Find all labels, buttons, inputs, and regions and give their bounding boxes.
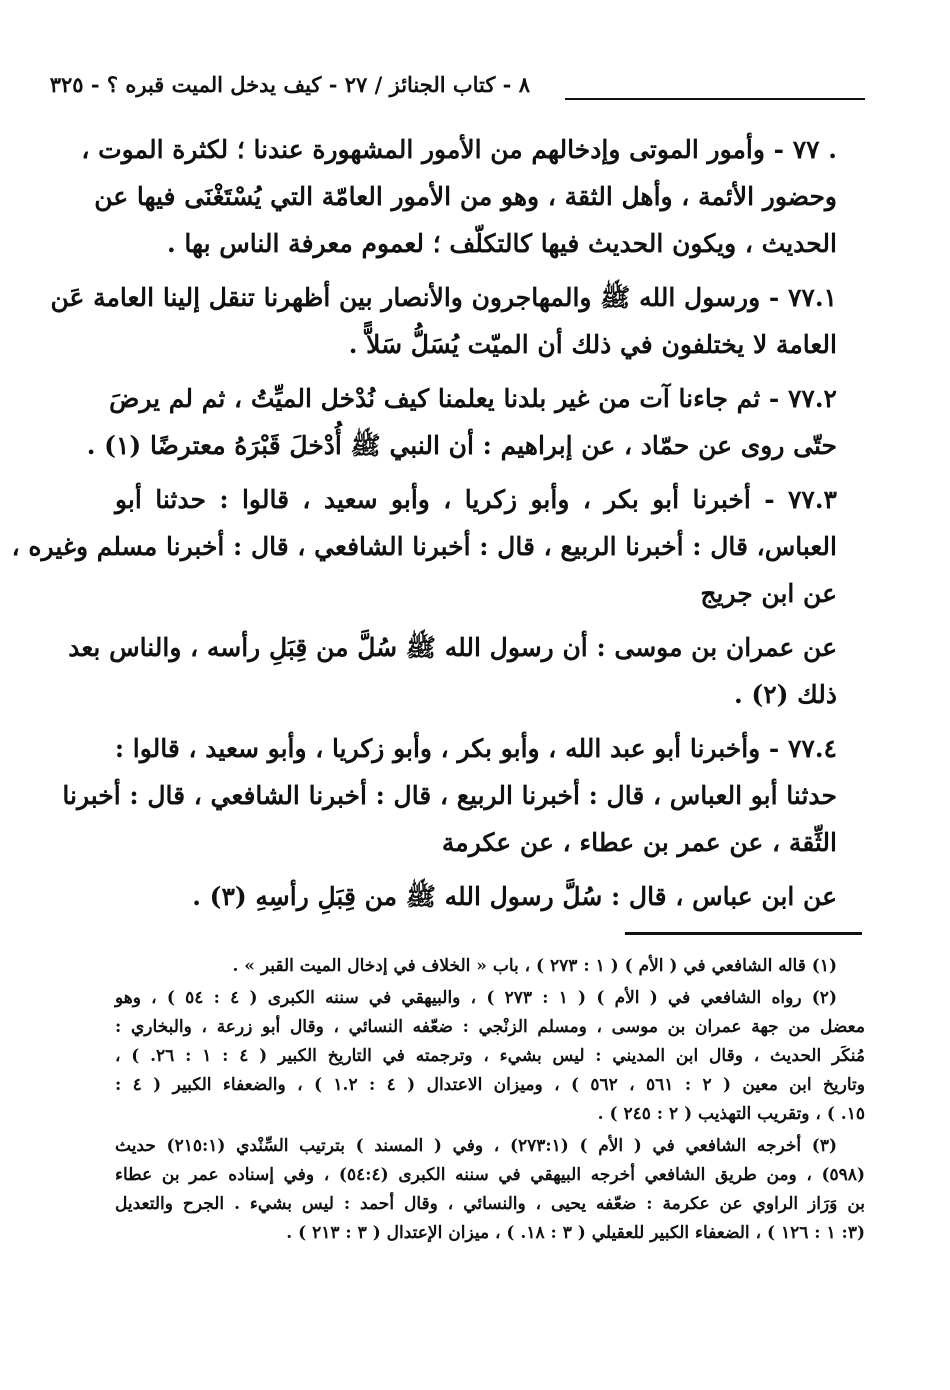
text-line: ٧٧.٣ - أخبرنا أبو بكر ، وأبو زكريا ، وأبو سعيد ، قالوا : حدثنا أبو: [115, 485, 837, 514]
text-line: ذلك (٢) .: [733, 680, 837, 709]
paragraph-77-3: [11, 476, 865, 617]
footnote-3: [115, 1132, 865, 1248]
text-line: حدثنا أبو العباس ، قال : أخبرنا الربيع ، قال : أخبرنا الشافعي ، قال : أخبرنا: [62, 781, 837, 810]
footnote-separator: [625, 932, 862, 935]
footnote-line: (٥٩٨) ، ومن طريق الشافعي أخرجه البيهقي في سننه الكبرى (٥٤:٤) ، وفي إسناده عمر بن عطاء: [115, 1165, 865, 1185]
footnote-1: [115, 952, 865, 981]
paragraph-77-3-matn: [68, 624, 865, 718]
paragraph-77-2: [86, 375, 865, 469]
footnote-line: مُنكَر الحديث ، وقال ابن المديني : ليس بشيء ، وترجمته في التاريخ الكبير ( ٤ : ١ : ٢٦. ) ،: [115, 1046, 866, 1066]
text-line: عن ابن عباس ، قال : سُلَّ رسول الله ﷺ من قِبَلِ رأسِهِ (٣) .: [192, 882, 837, 911]
footnote-line: وتاريخ ابن معين ( ٢ : ٥٦١ ، ٥٦٢ ) ، وميزان الاعتدال ( ٤ : ١.٢ ) ، والضعفاء الكبير ( ٤ :: [115, 1075, 865, 1095]
paragraph-77-1: [50, 274, 865, 368]
paragraph-77-4: [62, 725, 865, 866]
text-line: ٧٧.٤ - وأخبرنا أبو عبد الله ، وأبو بكر ، وأبو زكريا ، وأبو سعيد ، قالوا :: [114, 734, 837, 763]
footnote-line: (٢) رواه الشافعي في ( الأم ) ( ١ : ٢٧٣ ) ، والبيهقي في سننه الكبرى ( ٤ : ٥٤ ) ، وهو: [115, 988, 837, 1008]
header-rule: [565, 98, 865, 100]
text-line: العباس، قال : أخبرنا الربيع ، قال : أخبرنا الشافعي ، قال : أخبرنا مسلم وغيره ،: [11, 532, 837, 561]
text-line: عن عمران بن موسى : أن رسول الله ﷺ سُلَّ من قِبَلِ رأسه ، والناس بعد: [68, 633, 837, 662]
text-line: الثِّقة ، عن عمر بن عطاء ، عن عكرمة: [441, 828, 837, 857]
text-line: ٧٧.١ - ورسول الله ﷺ والمهاجرون والأنصار بين أظهرنا تنقل إلينا العامة عَن: [50, 283, 837, 312]
text-line: وحضور الأئمة ، وأهل الثقة ، وهو من الأمور العامّة التي يُسْتَغْنَى فيها عن: [94, 182, 837, 211]
footnote-line: (١) قاله الشافعي في ( الأم ) ( ١ : ٢٧٣ ) ، باب « الخلاف في إدخال الميت القبر » .: [232, 956, 837, 976]
footnote-line: معضل من جهة عمران بن موسى ، ومسلم الزنْجي : ضعّفه النسائي ، وقال أبو زرعة ، والبخاري :: [115, 1017, 865, 1037]
footnote-2: [115, 984, 865, 1129]
footnote-line: (٣: ١ : ١٢٦ ) ، الضعفاء الكبير للعقيلي ( ٣ : ١٨. ) ، ميزان الإعتدال ( ٣ : ٢١٣ ) .: [286, 1223, 865, 1243]
text-line: ٧٧.٢ - ثم جاءنا آت من غير بلدنا يعلمنا كيف نُدْخل الميِّتُ ، ثم لم يرضَ: [109, 384, 837, 413]
paragraph-77-0: [81, 126, 865, 267]
text-line: . ٧٧ - وأمور الموتى وإدخالهم من الأمور المشهورة عندنا ؛ لكثرة الموت ،: [81, 135, 837, 164]
text-line: العامة لا يختلفون في ذلك أن الميّت يُسَلُّ سَلاًّ .: [348, 330, 837, 359]
text-line: الحديث ، ويكون الحديث فيها كالتكلّف ؛ لعموم معرفة الناس بها .: [167, 229, 837, 258]
running-header: [49, 68, 865, 108]
paragraph-77-4-matn: [115, 873, 865, 920]
footnote-line: بن وَرَاز الراوي عن عكرمة : ضعّفه يحيى ، والنسائي ، وقال أحمد : ليس بشيء . الجرح والتعديل: [115, 1194, 865, 1214]
footnotes: [115, 952, 865, 1251]
main-text: [11, 126, 865, 927]
text-line: عن ابن جريج: [700, 579, 837, 608]
footnote-line: (٣) أخرجه الشافعي في ( الأم ) (٢٧٣:١) ، وفي ( المسند ) بترتيب السِّنْدي (٢١٥:١) حديث: [115, 1136, 837, 1156]
footnote-line: ١٥. ) ، وتقريب التهذيب ( ٢ : ٢٤٥ ) .: [597, 1104, 865, 1124]
text-line: حتّى روى عن حمّاد ، عن إبراهيم : أن النبي ﷺ أُدْخلَ قَبْرَهُ معترضًا (١) .: [86, 431, 837, 460]
header-title: ٨ - كتاب الجنائز / ٢٧ - كيف يدخل الميت قبره ؟ - ٣٢٥: [49, 72, 530, 97]
